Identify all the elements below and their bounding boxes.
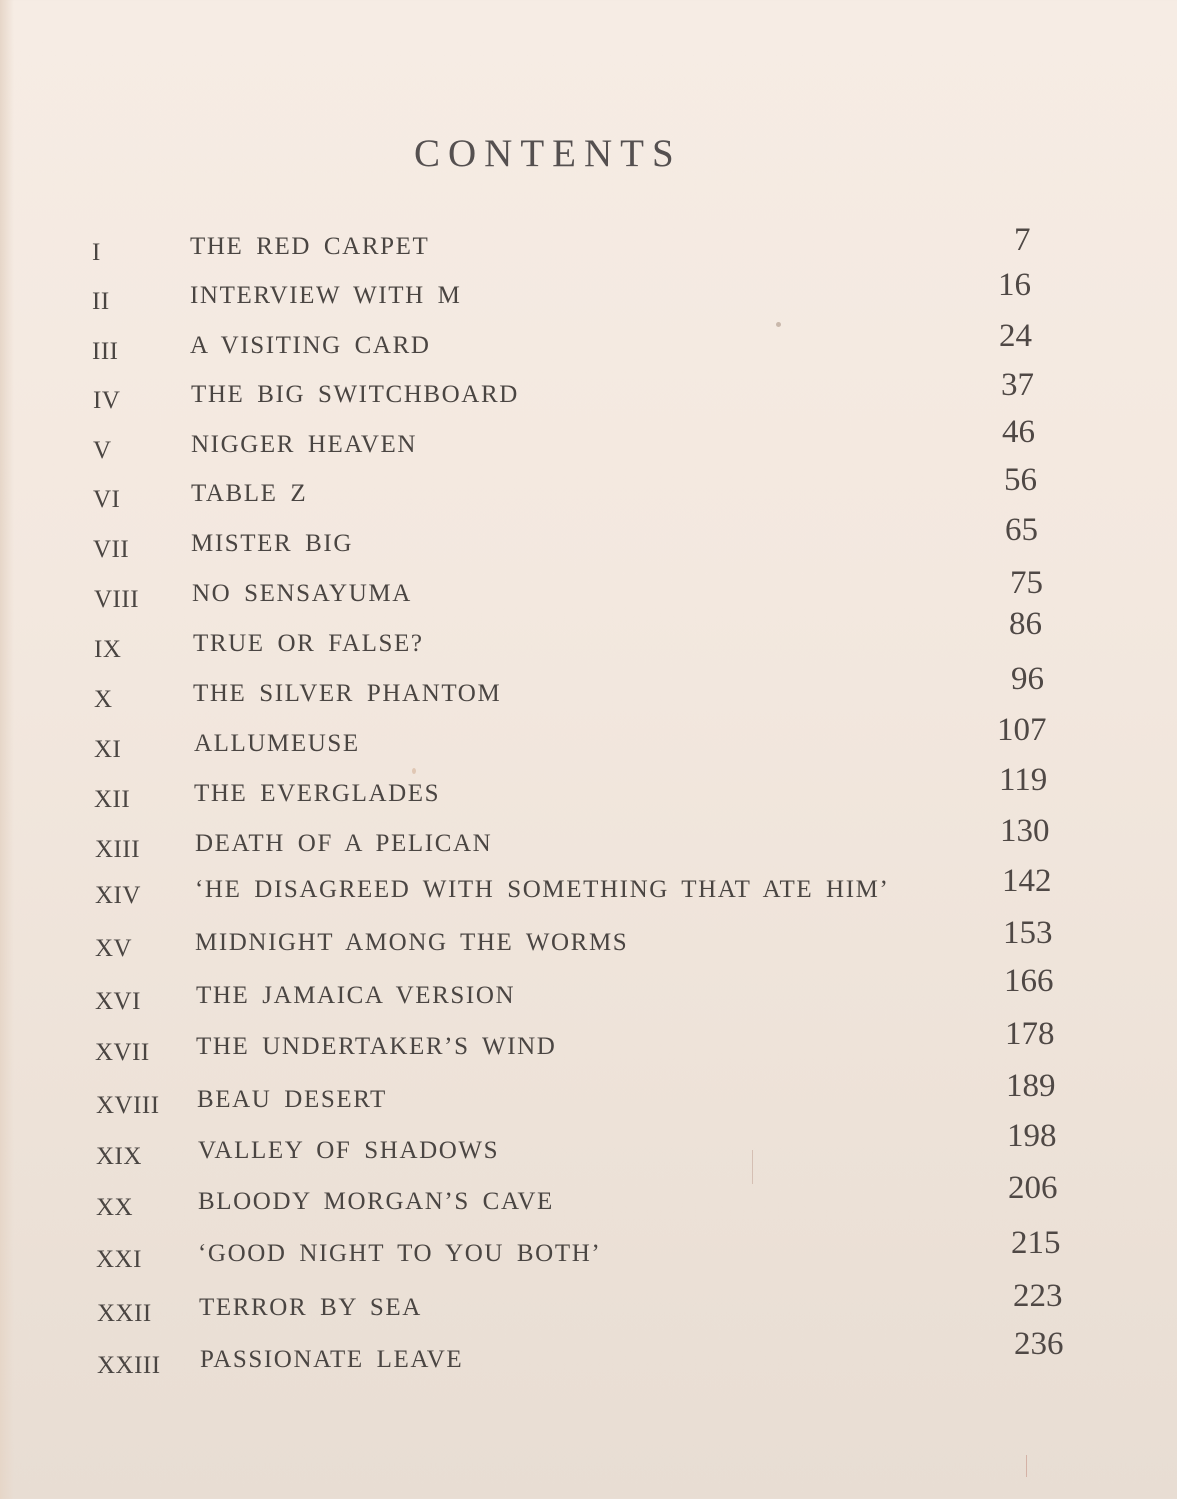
- chapter-number: XII: [94, 786, 131, 813]
- page-number: 96: [1011, 661, 1044, 697]
- toc-entry: [96, 1118, 1177, 1172]
- page-number: 7: [1014, 222, 1031, 258]
- toc-entry: [96, 1170, 1177, 1223]
- page-number: 178: [1005, 1016, 1055, 1052]
- page-gutter-shadow: [0, 0, 14, 1499]
- page-number: 56: [1004, 462, 1037, 498]
- chapter-number: XX: [96, 1194, 134, 1221]
- toc-entry: [92, 318, 1177, 367]
- toc-entry: [95, 915, 1177, 964]
- chapter-title: THE BIG SWITCHBOARD: [191, 381, 519, 408]
- page-number: 119: [999, 762, 1048, 798]
- page-number: 130: [1000, 813, 1050, 849]
- toc-entry: [96, 1225, 1177, 1275]
- toc-entry: [96, 1068, 1177, 1121]
- chapter-number: XXII: [97, 1300, 152, 1327]
- chapter-number: VII: [93, 536, 130, 563]
- chapter-title: THE JAMAICA VERSION: [196, 982, 516, 1009]
- chapter-number: I: [92, 239, 101, 266]
- chapter-title: PASSIONATE LEAVE: [200, 1346, 464, 1373]
- page-number: 166: [1004, 963, 1054, 999]
- page-number: 65: [1005, 512, 1038, 548]
- page-number: 142: [1002, 863, 1052, 899]
- chapter-number: VI: [93, 486, 121, 513]
- chapter-title: ‘GOOD NIGHT TO YOU BOTH’: [198, 1240, 602, 1267]
- chapter-number: XXIII: [97, 1352, 161, 1379]
- chapter-title: A VISITING CARD: [190, 332, 431, 359]
- toc-entry: [92, 222, 1177, 268]
- toc-entry: [93, 367, 1177, 416]
- chapter-number: XIX: [96, 1143, 142, 1170]
- chapter-number: XIV: [95, 882, 141, 909]
- toc-entry: [92, 267, 1177, 317]
- chapter-title: THE UNDERTAKER’S WIND: [196, 1033, 557, 1060]
- toc-entry: [94, 712, 1177, 765]
- page-number: 75: [1010, 565, 1043, 601]
- chapter-title: ‘HE DISAGREED WITH SOMETHING THAT ATE HIM’: [195, 876, 890, 903]
- paper-speck: [776, 322, 781, 327]
- page-number: 223: [1013, 1278, 1063, 1314]
- page-number: 236: [1014, 1326, 1064, 1362]
- chapter-number: XI: [94, 736, 122, 763]
- toc-entry: [95, 963, 1177, 1017]
- page-number: 206: [1008, 1170, 1058, 1206]
- chapter-title: TABLE Z: [191, 480, 308, 507]
- chapter-title: TERROR BY SEA: [199, 1294, 422, 1321]
- toc-entry: [93, 462, 1177, 515]
- chapter-number: XVIII: [96, 1092, 160, 1119]
- chapter-number: IX: [94, 636, 122, 663]
- toc-entry: [95, 863, 1177, 911]
- paper-mark: [1026, 1455, 1027, 1477]
- chapter-number: XVII: [95, 1039, 150, 1066]
- chapter-title: DEATH OF A PELICAN: [195, 830, 493, 857]
- chapter-number: V: [93, 437, 112, 464]
- toc-entry: [95, 1016, 1177, 1068]
- chapter-title: MIDNIGHT AMONG THE WORMS: [195, 929, 629, 956]
- page-number: 46: [1002, 414, 1035, 450]
- chapter-number: VIII: [94, 586, 140, 613]
- chapter-number: XXI: [96, 1246, 142, 1273]
- chapter-title: MISTER BIG: [191, 530, 353, 557]
- page-number: 153: [1003, 915, 1053, 951]
- toc-entry: [97, 1326, 1177, 1381]
- chapter-title: NIGGER HEAVEN: [191, 431, 418, 458]
- chapter-title: THE SILVER PHANTOM: [193, 680, 502, 707]
- paper-speck: [412, 768, 416, 774]
- toc-entry: [94, 762, 1177, 815]
- page-number: 16: [998, 267, 1031, 303]
- chapter-title: THE EVERGLADES: [194, 780, 441, 807]
- page-number: 189: [1006, 1068, 1056, 1104]
- chapter-number: X: [94, 686, 113, 713]
- page-number: 24: [999, 318, 1032, 354]
- toc-entry: [93, 414, 1177, 466]
- chapter-title: VALLEY OF SHADOWS: [198, 1137, 500, 1164]
- chapter-title: ALLUMEUSE: [194, 730, 360, 757]
- chapter-title: THE RED CARPET: [190, 233, 430, 260]
- toc-entry: [93, 512, 1177, 565]
- toc-entry: [97, 1278, 1177, 1329]
- chapter-title: TRUE OR FALSE?: [193, 630, 424, 657]
- chapter-title: INTERVIEW WITH M: [190, 282, 462, 309]
- page-title: CONTENTS: [414, 132, 682, 175]
- chapter-number: III: [92, 338, 119, 365]
- toc-entry: [94, 661, 1177, 715]
- page-number: 107: [997, 712, 1047, 748]
- chapter-number: XV: [95, 935, 133, 962]
- chapter-number: IV: [93, 387, 121, 414]
- page-number: 198: [1007, 1118, 1057, 1154]
- page-number: 37: [1001, 367, 1034, 403]
- chapter-title: BEAU DESERT: [197, 1086, 387, 1113]
- chapter-number: II: [92, 288, 110, 315]
- chapter-number: XVI: [95, 988, 141, 1015]
- page-number: 215: [1011, 1225, 1061, 1261]
- toc-entry: [95, 813, 1177, 865]
- toc-entry: [94, 606, 1177, 665]
- chapter-title: BLOODY MORGAN’S CAVE: [198, 1188, 554, 1215]
- page-number: 86: [1009, 606, 1042, 642]
- chapter-number: XIII: [95, 836, 141, 863]
- chapter-title: NO SENSAYUMA: [192, 580, 412, 607]
